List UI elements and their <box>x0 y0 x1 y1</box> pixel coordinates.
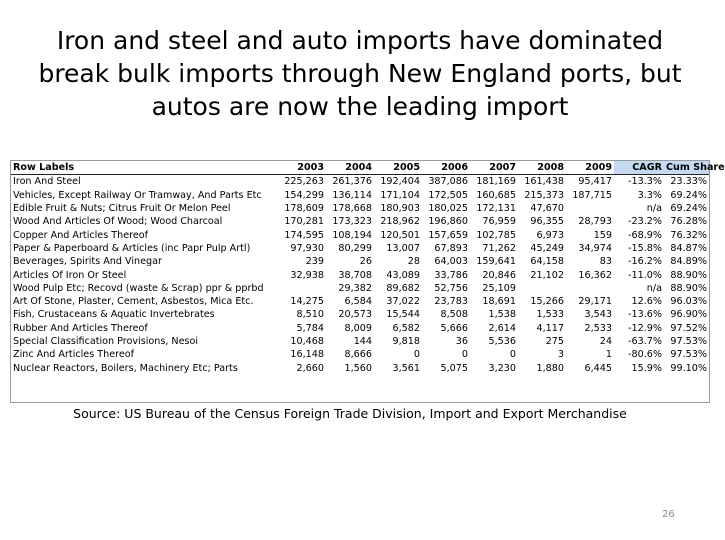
row-label-cell: Beverages, Spirits And Vinegar <box>13 256 162 268</box>
value-cell: 37,022 <box>386 296 420 308</box>
row-label-cell: Articles Of Iron Or Steel <box>13 269 127 281</box>
value-cell: 84.87% <box>670 242 707 254</box>
column-header-year-2003: 2003 <box>274 161 326 175</box>
value-cell <box>566 202 614 215</box>
value-cell: 43,089 <box>386 269 420 281</box>
value-cell: 95,417 <box>578 176 612 188</box>
value-cell: 26 <box>359 256 372 268</box>
value-cell: 2,614 <box>488 322 516 334</box>
value-cell: 181,169 <box>476 176 516 188</box>
value-cell: 0 <box>461 349 468 361</box>
value-cell: 3,561 <box>392 362 420 374</box>
imports-table <box>11 161 725 375</box>
value-cell: 5,536 <box>488 336 516 347</box>
value-cell: 25,109 <box>482 282 516 294</box>
table-body <box>11 175 709 375</box>
value-cell: 178,668 <box>332 203 372 215</box>
value-cell: -11.0% <box>628 269 662 281</box>
column-header-cagr: CAGR <box>614 161 664 175</box>
value-cell: 196,860 <box>428 216 468 228</box>
table-row <box>11 282 709 295</box>
source-note: Source: US Bureau of the Census Foreign Trade Division, Import and Export Merchandise <box>73 406 627 421</box>
table-row <box>11 189 709 202</box>
value-cell: 97.53% <box>670 336 707 347</box>
value-cell: 24 <box>599 336 612 347</box>
value-cell <box>518 282 566 295</box>
value-cell: 218,962 <box>380 216 420 228</box>
value-cell: 1,538 <box>488 309 516 321</box>
value-cell: 180,903 <box>380 203 420 215</box>
value-cell: 387,086 <box>428 176 468 188</box>
value-cell: -68.9% <box>628 229 662 241</box>
value-cell: 71,262 <box>482 242 516 254</box>
column-header-year-2009: 2009 <box>566 161 614 175</box>
value-cell: 80,299 <box>338 242 372 254</box>
value-cell: 23.33% <box>670 176 707 188</box>
row-label-cell: Edible Fruit & Nuts; Citrus Fruit Or Melon Peel <box>13 203 231 215</box>
value-cell: 225,263 <box>284 176 324 188</box>
value-cell: 136,114 <box>332 189 372 201</box>
value-cell <box>274 282 326 295</box>
table-row <box>11 268 709 281</box>
value-cell: 12.6% <box>631 296 662 308</box>
value-cell: 36 <box>455 336 468 347</box>
row-label-cell: Iron And Steel <box>13 176 81 188</box>
value-cell: 64,003 <box>434 256 468 268</box>
value-cell: 154,299 <box>284 189 324 201</box>
value-cell: -16.2% <box>628 256 662 268</box>
value-cell: 160,685 <box>476 189 516 201</box>
slide-title-line-3: autos are now the leading import <box>151 92 569 121</box>
row-label-cell: Rubber And Articles Thereof <box>13 322 148 334</box>
value-cell: 15.9% <box>631 362 662 374</box>
value-cell: 28,793 <box>578 216 612 228</box>
value-cell <box>566 282 614 295</box>
value-cell: 9,818 <box>392 336 420 347</box>
table-row <box>11 202 709 215</box>
row-label-cell: Paper & Paperboard & Articles (inc Papr Pulp Artl) <box>13 242 251 254</box>
value-cell: 88.90% <box>670 269 707 281</box>
slide-title <box>30 24 690 123</box>
table-row <box>11 255 709 268</box>
column-header-year-2008: 2008 <box>518 161 566 175</box>
value-cell: 18,691 <box>482 296 516 308</box>
value-cell: 99.10% <box>670 362 707 374</box>
value-cell: 29,382 <box>338 282 372 294</box>
value-cell: 20,846 <box>482 269 516 281</box>
value-cell: 2,660 <box>296 362 324 374</box>
value-cell: 170,281 <box>284 216 324 228</box>
value-cell: 157,659 <box>428 229 468 241</box>
table-row <box>11 335 709 348</box>
value-cell: 20,573 <box>338 309 372 321</box>
value-cell: 76,959 <box>482 216 516 228</box>
value-cell: 96,355 <box>530 216 564 228</box>
value-cell: -63.7% <box>628 336 662 347</box>
value-cell: 32,938 <box>290 269 324 281</box>
slide-title-line-2: break bulk imports through New England ports, but <box>38 59 682 88</box>
value-cell: 8,009 <box>344 322 372 334</box>
value-cell: 97,930 <box>290 242 324 254</box>
value-cell: 97.53% <box>670 349 707 361</box>
value-cell: 45,249 <box>530 242 564 254</box>
table-row <box>11 308 709 321</box>
value-cell: 8,510 <box>296 309 324 321</box>
row-label-cell: Vehicles, Except Railway Or Tramway, And Parts Etc <box>13 189 262 201</box>
row-label-cell: Wood Pulp Etc; Recovd (waste & Scrap) ppr & pprbd <box>13 282 264 294</box>
value-cell: 4,117 <box>536 322 564 334</box>
row-label-cell: Copper And Articles Thereof <box>13 229 148 241</box>
column-header-year-2006: 2006 <box>422 161 470 175</box>
value-cell: 47,670 <box>530 203 564 215</box>
value-cell: 28 <box>407 256 420 268</box>
value-cell: 144 <box>353 336 372 347</box>
value-cell: 6,584 <box>344 296 372 308</box>
value-cell: 1 <box>605 349 612 361</box>
value-cell: 96.03% <box>670 296 707 308</box>
table-row <box>11 242 709 255</box>
value-cell: -13.3% <box>628 176 662 188</box>
value-cell: n/a <box>646 282 662 294</box>
value-cell: -13.6% <box>628 309 662 321</box>
row-label-cell: Zinc And Articles Thereof <box>13 349 134 361</box>
value-cell: 159 <box>593 229 612 241</box>
value-cell: 3,543 <box>584 309 612 321</box>
row-label-cell: Special Classification Provisions, Nesoi <box>13 336 199 347</box>
value-cell: 6,582 <box>392 322 420 334</box>
value-cell: 5,666 <box>440 322 468 334</box>
value-cell: 3.3% <box>637 189 662 201</box>
value-cell: 215,373 <box>524 189 564 201</box>
table-row <box>11 295 709 308</box>
value-cell: 172,131 <box>476 203 516 215</box>
page-number: 26 <box>662 509 675 520</box>
value-cell: 173,323 <box>332 216 372 228</box>
value-cell: 76.28% <box>670 216 707 228</box>
value-cell: 180,025 <box>428 203 468 215</box>
table-row <box>11 322 709 335</box>
value-cell: 6,445 <box>584 362 612 374</box>
table-row <box>11 348 709 361</box>
value-cell: 3 <box>557 349 564 361</box>
row-label-cell: Art Of Stone, Plaster, Cement, Asbestos, Mica Etc. <box>13 296 254 308</box>
value-cell: 23,783 <box>434 296 468 308</box>
value-cell: -80.6% <box>628 349 662 361</box>
value-cell: 5,784 <box>296 322 324 334</box>
value-cell: 69.24% <box>670 203 707 215</box>
value-cell: 0 <box>413 349 420 361</box>
value-cell: 76.32% <box>670 229 707 241</box>
column-header-year-2004: 2004 <box>326 161 374 175</box>
value-cell: 8,508 <box>440 309 468 321</box>
value-cell: 172,505 <box>428 189 468 201</box>
value-cell: 275 <box>545 336 564 347</box>
value-cell: 10,468 <box>290 336 324 347</box>
row-label-cell: Fish, Crustaceans & Aquatic Invertebrates <box>13 309 215 321</box>
value-cell: 2,533 <box>584 322 612 334</box>
value-cell: 159,641 <box>476 256 516 268</box>
value-cell: 52,756 <box>434 282 468 294</box>
value-cell: 84.89% <box>670 256 707 268</box>
value-cell: 174,595 <box>284 229 324 241</box>
value-cell: 187,715 <box>572 189 612 201</box>
value-cell: 1,560 <box>344 362 372 374</box>
value-cell: 108,194 <box>332 229 372 241</box>
value-cell: 16,148 <box>290 349 324 361</box>
value-cell: 88.90% <box>670 282 707 294</box>
value-cell: 13,007 <box>386 242 420 254</box>
row-label-cell: Nuclear Reactors, Boilers, Machinery Etc; Parts <box>13 362 238 374</box>
table-row <box>11 228 709 241</box>
value-cell: 178,609 <box>284 203 324 215</box>
value-cell: 102,785 <box>476 229 516 241</box>
value-cell: 97.52% <box>670 322 707 334</box>
value-cell: 69.24% <box>670 189 707 201</box>
value-cell: 239 <box>305 256 324 268</box>
value-cell: 1,533 <box>536 309 564 321</box>
value-cell: 16,362 <box>578 269 612 281</box>
column-header-year-2005: 2005 <box>374 161 422 175</box>
value-cell: 34,974 <box>578 242 612 254</box>
value-cell: 15,266 <box>530 296 564 308</box>
value-cell: 3,230 <box>488 362 516 374</box>
value-cell: 67,893 <box>434 242 468 254</box>
row-label-cell: Wood And Articles Of Wood; Wood Charcoal <box>13 216 223 228</box>
value-cell: 89,682 <box>386 282 420 294</box>
value-cell: 5,075 <box>440 362 468 374</box>
value-cell: 96.90% <box>670 309 707 321</box>
value-cell: 120,501 <box>380 229 420 241</box>
value-cell: 8,666 <box>344 349 372 361</box>
table-row <box>11 215 709 228</box>
value-cell: 6,973 <box>536 229 564 241</box>
value-cell: 261,376 <box>332 176 372 188</box>
column-header-cum-share: Cum Share <box>666 162 725 174</box>
value-cell: 21,102 <box>530 269 564 281</box>
imports-table-container <box>10 160 725 403</box>
column-header-row-labels: Row Labels <box>11 161 274 175</box>
value-cell: 29,171 <box>578 296 612 308</box>
value-cell: 161,438 <box>524 176 564 188</box>
value-cell: 38,708 <box>338 269 372 281</box>
value-cell: -23.2% <box>628 216 662 228</box>
value-cell: 64,158 <box>530 256 564 268</box>
value-cell: 15,544 <box>386 309 420 321</box>
value-cell: n/a <box>646 203 662 215</box>
value-cell: 171,104 <box>380 189 420 201</box>
value-cell: 0 <box>509 349 516 361</box>
value-cell: 33,786 <box>434 269 468 281</box>
slide-title-line-1: Iron and steel and auto imports have dominated <box>56 26 664 55</box>
table-header-row <box>11 161 709 175</box>
column-header-year-2007: 2007 <box>470 161 518 175</box>
table-row <box>11 175 709 189</box>
value-cell: 1,880 <box>536 362 564 374</box>
value-cell: -12.9% <box>628 322 662 334</box>
table-row <box>11 361 709 374</box>
value-cell: 83 <box>599 256 612 268</box>
value-cell: 192,404 <box>380 176 420 188</box>
value-cell: 14,275 <box>290 296 324 308</box>
value-cell: -15.8% <box>628 242 662 254</box>
